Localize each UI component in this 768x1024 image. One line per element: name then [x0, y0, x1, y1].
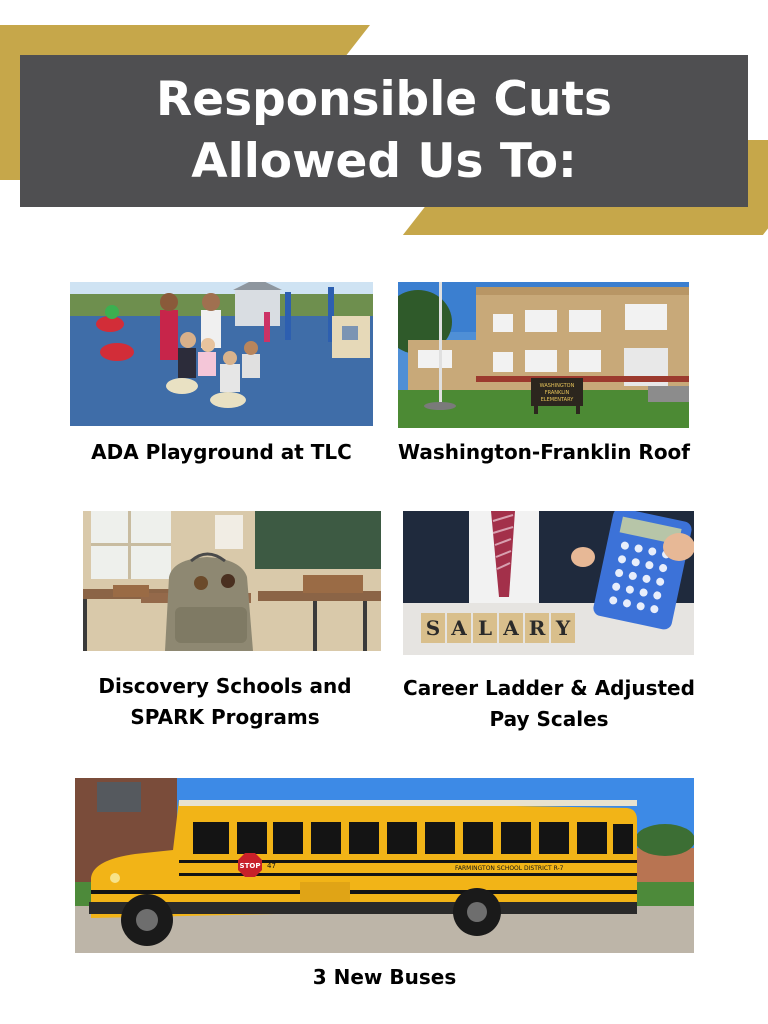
- discovery-caption-line-1: Discovery Schools and: [98, 674, 352, 698]
- sign-line-1: WASHINGTON: [539, 383, 575, 389]
- title-line-1: Responsible Cuts: [156, 72, 612, 127]
- bus-district-text: FARMINGTON SCHOOL DISTRICT R-7: [455, 865, 564, 872]
- title-line-2: Allowed Us To:: [191, 134, 577, 189]
- career-ladder-caption: [395, 673, 703, 735]
- playground-caption: ADA Playground at TLC: [91, 440, 352, 464]
- playground-photo: [70, 282, 373, 426]
- school-building-photo: [398, 282, 689, 428]
- career-caption-line-2: Pay Scales: [489, 707, 609, 731]
- title-banner: [0, 0, 768, 250]
- salary-block-s: S: [425, 616, 441, 640]
- sign-line-3: ELEMENTARY: [540, 397, 574, 403]
- salary-block-a: A: [451, 616, 467, 640]
- sign-line-2: FRANKLIN: [544, 390, 570, 396]
- salary-calculator-photo: [403, 511, 694, 655]
- discovery-caption-line-2: SPARK Programs: [130, 705, 320, 729]
- stop-sign-text: STOP: [239, 862, 261, 870]
- salary-block-y: Y: [555, 616, 571, 640]
- salary-block-a2: A: [503, 616, 519, 640]
- buses-caption: 3 New Buses: [312, 965, 457, 989]
- discovery-caption: [70, 671, 380, 733]
- school-bus-photo: [75, 778, 694, 953]
- salary-block-l: L: [477, 616, 493, 640]
- roof-caption: Washington-Franklin Roof: [397, 440, 690, 464]
- classroom-backpack-photo: [83, 511, 381, 651]
- bus-number: 47: [267, 862, 276, 870]
- title-slab: [20, 55, 748, 207]
- salary-block-r: R: [528, 616, 546, 640]
- career-caption-line-1: Career Ladder & Adjusted: [403, 676, 695, 700]
